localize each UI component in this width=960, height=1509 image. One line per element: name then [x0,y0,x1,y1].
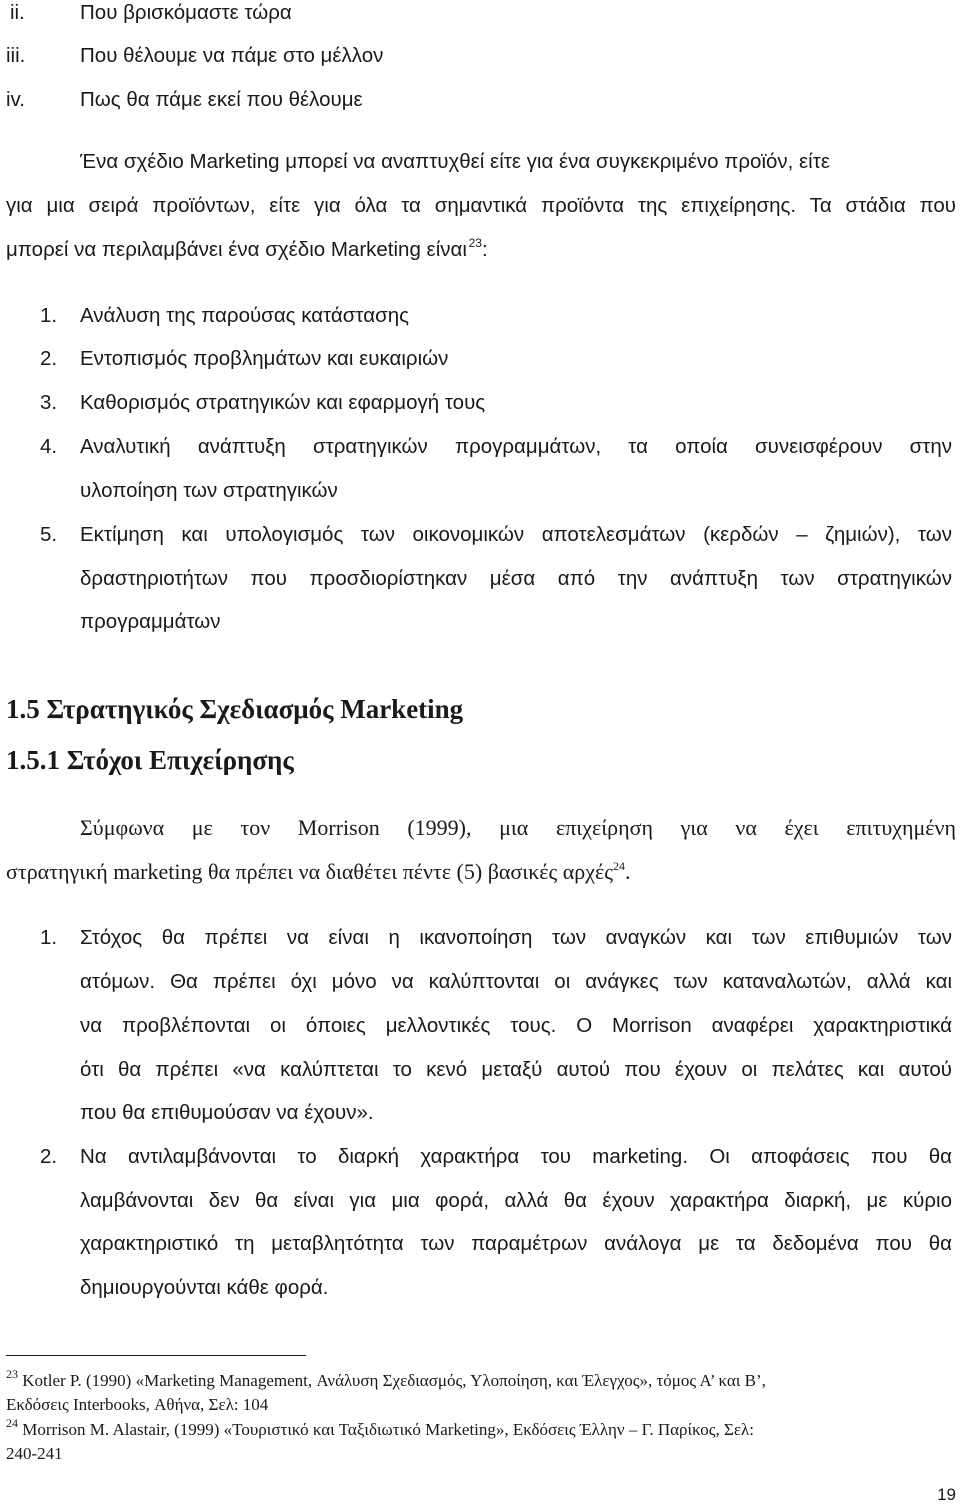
list-text: να προβλέπονται οι όποιες μελλοντικές τους. Ο Morrison αναφέρει χαρακτηριστικά [80,1014,952,1037]
list-marker: iii. [6,44,26,67]
section-heading: 1.5 Στρατηγικός Σχεδιασμός Marketing [6,694,464,724]
paragraph-line [6,237,956,263]
list-number: 4. [40,435,58,458]
subsection-heading: 1.5.1 Στόχοι Επιχείρησης [6,745,294,775]
paragraph-line: για μια σειρά προϊόντων, είτε για όλα τα σημαντικά προϊόντα της επιχείρησης. Τα στάδια που [6,194,956,217]
footnote-number: 24 [6,1416,18,1431]
list-number: 2. [40,1145,58,1168]
list-text: Που βρισκόμαστε τώρα [80,1,292,24]
list-marker: ii. [10,1,25,24]
list-text: ότι θα πρέπει «να καλύπτεται το κενό μεταξύ αυτού που έχουν οι πελάτες και αυτού [80,1058,952,1081]
list-text: Που θέλουμε να πάμε στο μέλλον [80,44,384,67]
paragraph-text: στρατηγική marketing θα πρέπει να διαθέτει πέντε (5) βασικές αρχές [6,859,613,884]
list-text: Καθορισμός στρατηγικών και εφαρμογή τους [80,391,486,414]
paragraph-text: μπορεί να περιλαμβάνει ένα σχέδιο Marketing είναι [6,238,467,261]
footnote-separator [6,1355,306,1356]
list-text: Ανάλυση της παρούσας κατάστασης [80,304,410,327]
list-marker: iv. [6,88,25,111]
list-number: 5. [40,523,58,546]
list-text: Εντοπισμός προβλημάτων και ευκαιριών [80,347,449,370]
footnote-continuation: Εκδόσεις Interbooks, Αθήνα, Σελ: 104 [6,1395,269,1414]
paragraph-line: Ένα σχέδιο Marketing μπορεί να αναπτυχθεί είτε για ένα συγκεκριμένο προϊόν, είτε [80,150,830,173]
footnote-ref: 24 [612,858,625,873]
footnote-text: Morrison M. Alastair, (1999) «Τουριστικό και Ταξιδιωτικό Marketing», Εκδόσεις Έλλην – Γ. Παρίκος, Σελ: [22,1420,755,1439]
list-text: προγραμμάτων [80,610,221,633]
list-number: 1. [40,304,58,327]
footnote-text: Kotler P. (1990) «Marketing Management, Ανάλυση Σχεδιασμός, Υλοποίηση, και Έλεγχος», τόμος Α’ και Β’, [22,1371,766,1390]
list-number: 1. [40,926,58,949]
list-text: ατόμων. Θα πρέπει όχι μόνο να καλύπτονται οι ανάγκες των καταναλωτών, αλλά και [80,970,952,993]
list-text: Πως θα πάμε εκεί που θέλουμε [80,88,363,111]
paragraph-line [6,859,956,885]
punctuation: . [624,859,631,884]
footnote [6,1367,956,1392]
footnote-ref: 23 [468,236,482,251]
punctuation: : [481,238,488,261]
footnote-number: 23 [6,1367,18,1382]
list-text: Στόχος θα πρέπει να είναι η ικανοποίηση των αναγκών και των επιθυμιών των [80,926,952,949]
paragraph-line: Σύμφωνα με τον Morrison (1999), μια επιχείρηση για να έχει επιτυχημένη [80,815,956,840]
list-number: 2. [40,347,58,370]
list-number: 3. [40,391,58,414]
list-text: λαμβάνονται δεν θα είναι για μια φορά, αλλά θα έχουν χαρακτήρα διαρκή, με κύριο [80,1189,952,1212]
list-text: υλοποίηση των στρατηγικών [80,479,338,502]
list-text: δημιουργούνται κάθε φορά. [80,1276,329,1299]
list-text: χαρακτηριστικό τη μεταβλητότητα των παραμέτρων ανάλογα με τα δεδομένα που θα [80,1232,952,1255]
list-text: που θα επιθυμούσαν να έχουν». [80,1101,374,1124]
list-text: δραστηριοτήτων που προσδιορίστηκαν μέσα από την ανάπτυξη των στρατηγικών [80,567,952,590]
footnote-continuation: 240-241 [6,1444,63,1463]
page-number: 19 [937,1485,956,1504]
footnote [6,1416,956,1441]
list-text: Να αντιλαμβάνονται το διαρκή χαρακτήρα του marketing. Οι αποφάσεις που θα [80,1145,952,1168]
list-text: Εκτίμηση και υπολογισμός των οικονομικών αποτελεσμάτων (κερδών – ζημιών), των [80,523,952,546]
list-text: Αναλυτική ανάπτυξη στρατηγικών προγραμμάτων, τα οποία συνεισφέρουν στην [80,435,952,458]
